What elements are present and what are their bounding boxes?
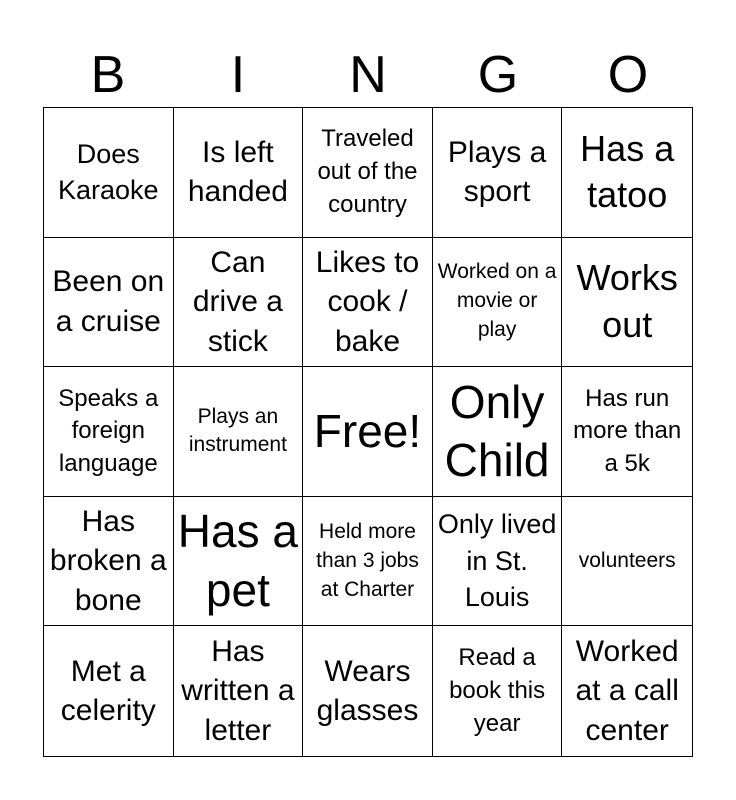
cell-text: Plays an instrument — [188, 404, 287, 457]
bingo-cell-n1[interactable] — [303, 108, 433, 238]
bingo-cell-free[interactable] — [303, 367, 433, 497]
cell-text: Has run more than a 5k — [573, 384, 682, 477]
bingo-cell-b1[interactable] — [44, 108, 174, 238]
cell-text: Has broken a bone — [49, 504, 167, 617]
cell-text: Speaks a foreign language — [58, 384, 159, 477]
bingo-cell-i4[interactable] — [174, 497, 304, 627]
cell-text: Does Karaoke — [58, 138, 159, 206]
bingo-cell-i5[interactable] — [174, 626, 304, 756]
bingo-cell-o2[interactable] — [562, 238, 692, 368]
bingo-cell-n5[interactable] — [303, 626, 433, 756]
header-letter-n: N — [349, 46, 387, 104]
bingo-board — [43, 107, 693, 757]
bingo-cell-i1[interactable] — [174, 108, 304, 238]
cell-text: Only Child — [444, 375, 550, 487]
bingo-cell-g5[interactable] — [433, 626, 563, 756]
header-letter-i: I — [230, 46, 246, 104]
bingo-cell-i2[interactable] — [174, 238, 304, 368]
cell-text: Is left handed — [187, 135, 288, 209]
bingo-cell-n4[interactable] — [303, 497, 433, 627]
bingo-cell-o4[interactable] — [562, 497, 692, 627]
cell-text: Held more than 3 jobs at Charter — [316, 519, 419, 601]
cell-text: Worked on a movie or play — [437, 260, 557, 342]
bingo-cell-i3[interactable] — [174, 367, 304, 497]
free-space-text: Free! — [313, 405, 422, 458]
header-letter-g: G — [477, 46, 519, 104]
cell-text: Been on a cruise — [52, 265, 165, 338]
bingo-cell-o5[interactable] — [562, 626, 692, 756]
bingo-cell-b3[interactable] — [44, 367, 174, 497]
bingo-cell-g4[interactable] — [433, 497, 563, 627]
header-letter-b: B — [90, 46, 126, 104]
cell-text: Plays a sport — [447, 135, 547, 209]
bingo-cell-b2[interactable] — [44, 238, 174, 368]
cell-text: Wears glasses — [316, 654, 419, 728]
bingo-cell-g2[interactable] — [433, 238, 563, 368]
cell-text: Works out — [576, 257, 678, 345]
header-letter-o: O — [607, 46, 649, 104]
bingo-cell-b5[interactable] — [44, 626, 174, 756]
bingo-cell-o1[interactable] — [562, 108, 692, 238]
cell-text: Met a celerity — [60, 654, 156, 728]
cell-text: Traveled out of the country — [317, 125, 418, 218]
cell-text: volunteers — [578, 548, 676, 572]
bingo-header — [43, 42, 693, 108]
cell-text: Likes to cook / bake — [315, 245, 420, 358]
bingo-cell-b4[interactable] — [44, 497, 174, 627]
bingo-cell-n2[interactable] — [303, 238, 433, 368]
cell-text: Only lived in St. Louis — [437, 509, 557, 613]
bingo-cell-o3[interactable] — [562, 367, 692, 497]
cell-text: Read a book this year — [449, 644, 546, 737]
cell-text: Has a pet — [177, 505, 298, 617]
cell-text: Worked at a call center — [575, 634, 679, 747]
cell-text: Has a tatoo — [580, 127, 675, 216]
cell-text: Can drive a stick — [192, 245, 283, 358]
cell-text: Has written a letter — [181, 634, 295, 747]
bingo-cell-g1[interactable] — [433, 108, 563, 238]
bingo-cell-g3[interactable] — [433, 367, 563, 497]
